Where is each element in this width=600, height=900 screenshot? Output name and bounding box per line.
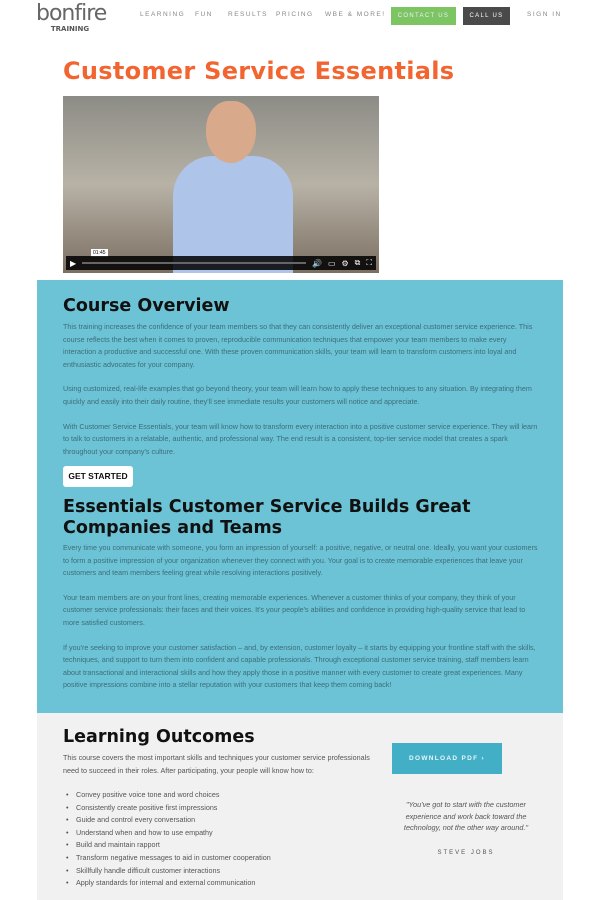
list-item: • Build and maintain rapport [63, 839, 383, 852]
video-player[interactable] [63, 96, 379, 273]
quote-author: STEVE JOBS [437, 850, 495, 856]
outcomes-intro: This course covers the most important skills and techniques your customer service professionals need to succeed in their roles. After participating, your people will know how to: [63, 753, 370, 775]
presenter-image [173, 101, 293, 273]
logo-text: bonfire [36, 1, 107, 26]
essentials-text [63, 542, 541, 692]
list-item: • Consistently create positive first impressions [63, 802, 383, 815]
nav-wbe[interactable]: WBE & MORE! [325, 11, 386, 18]
sign-in-link[interactable]: SIGN IN [527, 11, 562, 18]
video-progress-bar[interactable] [82, 262, 306, 264]
nav-pricing[interactable]: PRICING [276, 11, 314, 18]
logo-subtext: TRAINING [50, 25, 90, 33]
fullscreen-icon[interactable]: ⛶ [366, 258, 372, 267]
download-pdf-button[interactable]: DOWNLOAD PDF › [392, 743, 502, 774]
outcomes-heading: Learning Outcomes [63, 727, 255, 747]
list-item: • Guide and control every conversation [63, 814, 383, 827]
settings-icon[interactable]: ⚙ [341, 258, 349, 268]
get-started-button[interactable]: GET STARTED [63, 466, 133, 487]
overview-text [63, 321, 541, 458]
essentials-heading: Essentials Customer Service Builds Great Companies and Teams [63, 497, 471, 538]
call-us-button[interactable]: CALL US [463, 7, 510, 25]
list-item: • Convey positive voice tone and word choices [63, 789, 383, 802]
overview-paragraph: Using customized, real-life examples that go beyond theory, your team will learn how to apply these techniques to any situation. By integrating them quickly and easily into their daily routine, they'll see immediate results your customers will notice and appreciate. [63, 384, 532, 406]
list-item: • Apply standards for internal and external communication [63, 877, 383, 890]
video-time-tooltip: 01:45 [93, 250, 106, 256]
play-icon[interactable]: ▶ [70, 258, 77, 268]
captions-icon[interactable]: ▭ [327, 258, 336, 268]
nav-fun[interactable]: FUN [195, 11, 213, 18]
page-title: Customer Service Essentials [63, 57, 455, 85]
video-controls [66, 256, 376, 270]
nav-learning[interactable]: LEARNING [140, 11, 186, 18]
contact-us-button[interactable]: CONTACT US [391, 7, 456, 25]
essentials-paragraph: If you're seeking to improve your customer satisfaction – and, by extension, customer loyalty – it starts by equipping your frontline staff with the skills, techniques, and support to turn them into confident and capable professionals. Through exceptional customer service training, staff members learn about transactional and interactional skills and how they apply those in a positive manner with every customer to create great experiences. Many positive impressions combine into a stellar reputation with your customers that keep them coming back! [63, 642, 536, 690]
overview-paragraph: With Customer Service Essentials, your team will know how to transform every interaction into a positive customer service experience. They will learn to talk to customers in a relatable, authentic, and professional way. The end result is a consistent, top-tier service model that creates a spark throughout your company's culture. [63, 421, 538, 456]
list-item: • Understand when and how to use empathy [63, 827, 383, 840]
overview-heading: Course Overview [63, 296, 230, 316]
pip-icon[interactable]: ⧉ [354, 258, 361, 267]
essentials-paragraph: Your team members are on your front lines, creating memorable experiences. Whenever a customer thinks of your company, they think of your customer service professionals: their faces and their voices. It's your people's abilities and confidence in providing high-quality service that lead to more satisfied customers. [63, 592, 526, 627]
essentials-paragraph: Every time you communicate with someone, you form an impression of yourself: a positive, negative, or neutral one. Ideally, you want your customers to form a positive impression of your organization whenever they connect with you. Your goal is to create memorable experiences that leave your customers and team members feeling great while resolving interactions positively. [63, 543, 538, 578]
site-header [0, 0, 600, 36]
volume-icon[interactable]: 🔊 [311, 258, 322, 268]
overview-paragraph: This training increases the confidence of your team members so that they can consistently deliver an exceptional customer service experience. This course reflects the best when it comes to proven, reproducible communication techniques that empower your team members to make every interaction a productive and successful one. With these proven communication skills, your team will learn to transform customers into loyal and enthusiastic advocates for your company. [63, 322, 533, 369]
nav-results[interactable]: RESULTS [228, 11, 268, 18]
outcomes-list [63, 789, 383, 890]
list-item: • Transform negative messages to aid in customer cooperation [63, 852, 383, 865]
list-item: • Skillfully handle difficult customer interactions [63, 865, 383, 878]
logo[interactable] [36, 2, 106, 32]
quote-text: "You've got to start with the customer experience and work back toward the technology, not the other way around." [403, 800, 529, 832]
